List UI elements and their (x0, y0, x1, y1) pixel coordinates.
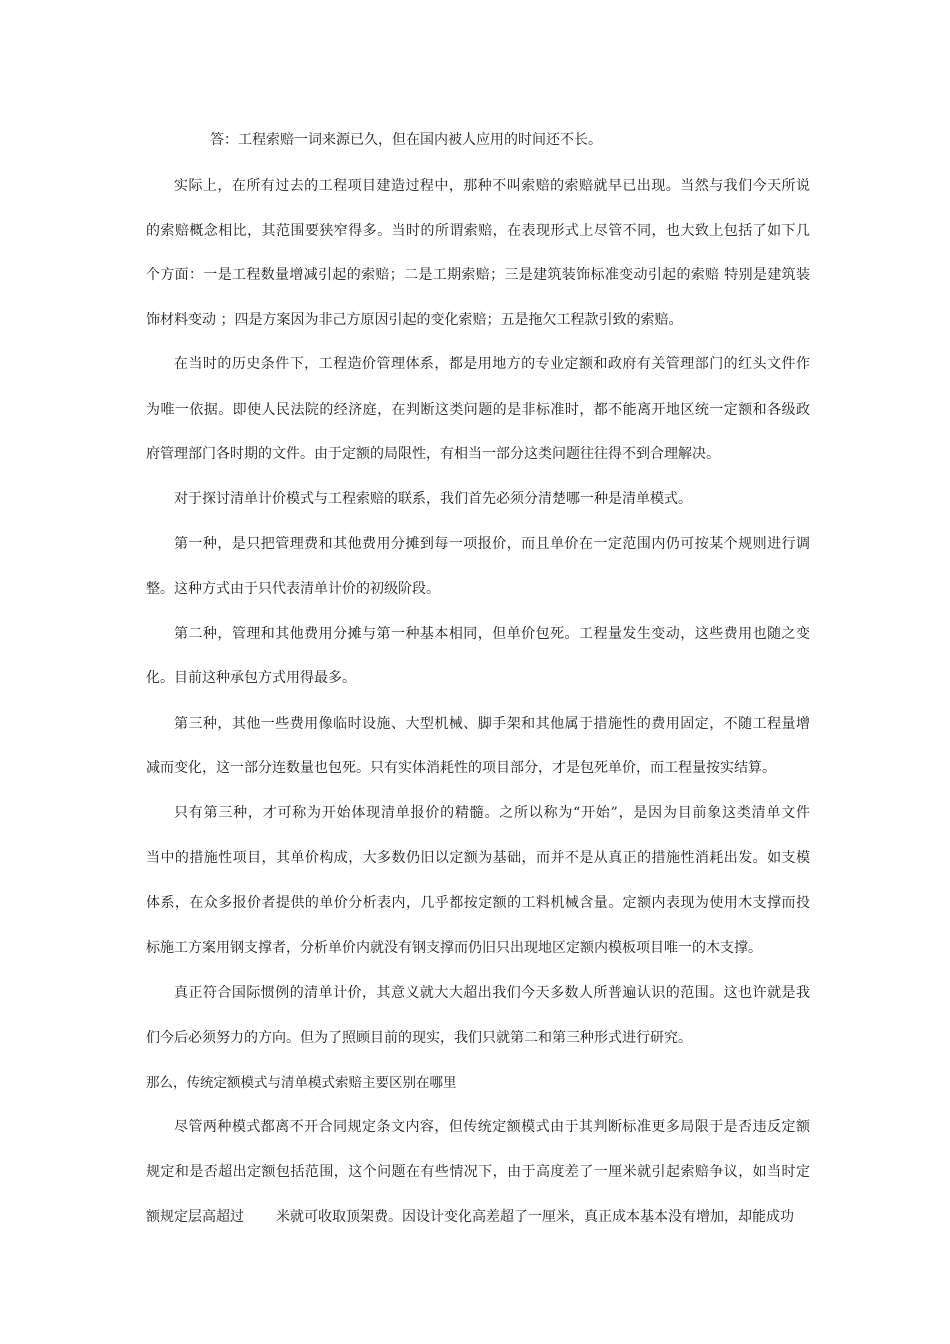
paragraph-1-line-4: 饰材料变动 ；四是方案因为非己方原因引起的变化索赔；五是拖欠工程款引致的索赔。 (146, 312, 683, 328)
paragraph-5-line-1: 第二种，管理和其他费用分摊与第一种基本相同，但单价包死。工程量发生变动，这些费用也随之变 (174, 626, 810, 642)
paragraph-6-line-1: 第三种，其他一些费用像临时设施、大型机械、脚手架和其他属于措施性的费用固定，不随工程量增 (174, 716, 810, 732)
paragraph-1-line-3: 个方面：一是工程数量增减引起的索赔；二是工期索赔；三是建筑装饰标准变动引起的索赔 特别是建筑装 (146, 267, 810, 283)
paragraph-9-line-3 (146, 1207, 810, 1227)
section-heading: 那么，传统定额模式与清单模式索赔主要区别在哪里 (146, 1075, 457, 1091)
paragraph-1-line-1: 实际上，在所有过去的工程项目建造过程中，那种不叫索赔的索赔就早已出现。当然与我们今天所说 (174, 178, 810, 194)
paragraph-7-line-2: 当中的措施性项目，其单价构成，大多数仍旧以定额为基础，而并不是从真正的措施性消耗出发。如支模 (146, 850, 810, 866)
paragraph-7-line-3: 体系，在众多报价者提供的单价分析表内，几乎都按定额的工料机械含量。定额内表现为使用木支撑而投 (146, 895, 810, 911)
paragraph-9-line-3-part-1: 额规定层高超过 (146, 1209, 244, 1225)
paragraph-2-line-3: 府管理部门各时期的文件。由于定额的局限性，有相当一部分这类问题往往得不到合理解决。 (146, 446, 720, 462)
paragraph-7-line-1: 只有第三种，才可称为开始体现清单报价的精髓。之所以称为“开始”，是因为目前象这类清单文件 (174, 805, 810, 821)
paragraph-3-line-1: 对于探讨清单计价模式与工程索赔的联系，我们首先必须分清楚哪一种是清单模式。 (174, 491, 692, 507)
paragraph-4-line-1: 第一种，是只把管理费和其他费用分摊到每一项报价，而且单价在一定范围内仍可按某个规则进行调 (174, 536, 810, 552)
paragraph-9-line-3-part-2: 米就可收取顶架费。因设计变化高差超了一厘米，真正成本基本没有增加，却能成功 (276, 1209, 794, 1225)
paragraph-9-line-2: 规定和是否超出定额包括范围，这个问题在有些情况下，由于高度差了一厘米就引起索赔争议，如当时定 (146, 1164, 810, 1180)
answer-line: 答：工程索赔一词来源已久，但在国内被人应用的时间还不长。 (210, 132, 602, 148)
paragraph-1-line-2: 的索赔概念相比，其范围要狭窄得多。当时的所谓索赔，在表现形式上尽管不同，也大致上包括了如下几 (146, 223, 810, 239)
paragraph-4-line-2: 整。这种方式由于只代表清单计价的初级阶段。 (146, 581, 440, 597)
paragraph-8-line-1: 真正符合国际惯例的清单计价，其意义就大大超出我们今天多数人所普遍认识的范围。这也许就是我 (174, 985, 810, 1001)
paragraph-2-line-1: 在当时的历史条件下，工程造价管理体系，都是用地方的专业定额和政府有关管理部门的红头文件作 (174, 356, 810, 372)
paragraph-9-line-1: 尽管两种模式都离不开合同规定条文内容，但传统定额模式由于其判断标准更多局限于是否违反定额 (174, 1119, 810, 1135)
paragraph-5-line-2: 化。目前这种承包方式用得最多。 (146, 670, 356, 686)
paragraph-8-line-2: 们今后必须努力的方向。但为了照顾目前的现实，我们只就第二和第三种形式进行研究。 (146, 1030, 692, 1046)
paragraph-6-line-2: 减而变化，这一部分连数量也包死。只有实体消耗性的项目部分，才是包死单价，而工程量按实结算。 (146, 760, 776, 776)
paragraph-7-line-4: 标施工方案用钢支撑者，分析单价内就没有钢支撑而仍旧只出现地区定额内模板项目唯一的木支撑。 (146, 940, 762, 956)
paragraph-2-line-2: 为唯一依据。即使人民法院的经济庭，在判断这类问题的是非标准时，都不能离开地区统一定额和各级政 (146, 402, 810, 418)
